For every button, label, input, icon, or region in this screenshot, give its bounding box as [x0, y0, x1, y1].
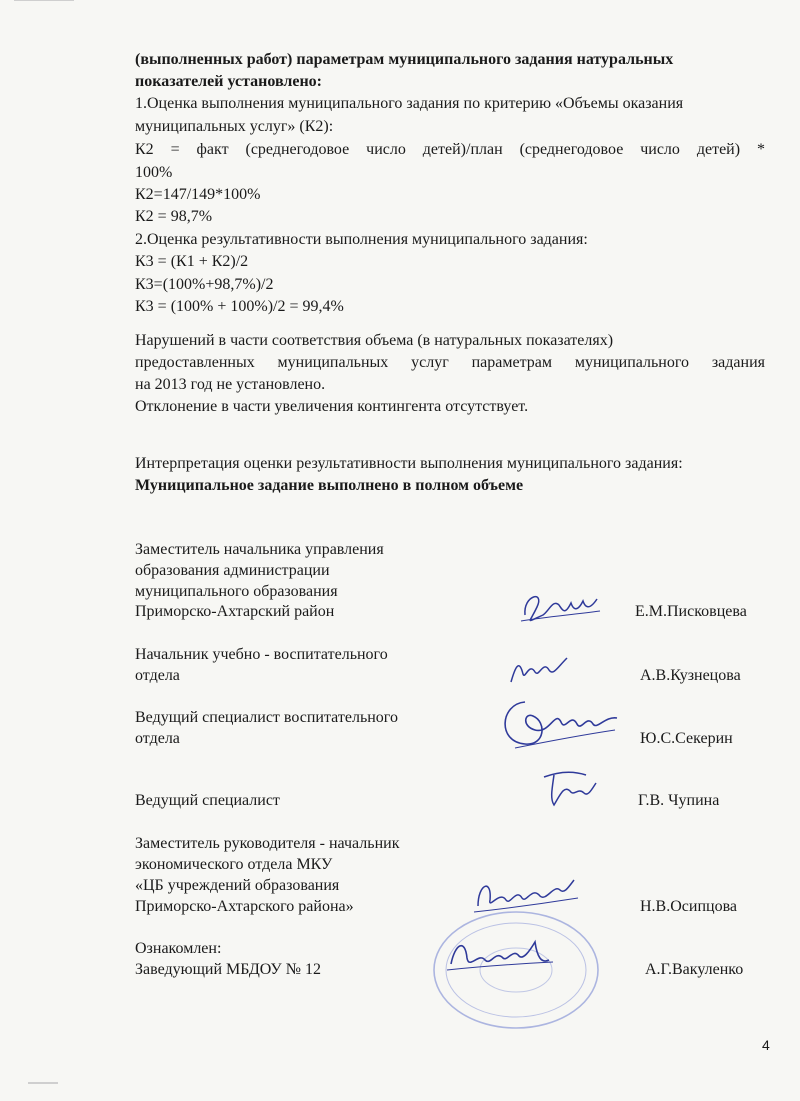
signatory-position: муниципального образования — [135, 583, 338, 600]
scan-artifact — [14, 0, 74, 1]
violation-text: Нарушений в части соответствия объема (в натуральных показателях) — [135, 332, 614, 349]
k3-result: К3 = (100% + 100%)/2 = 99,4% — [135, 298, 344, 315]
signatory-position: образования администрации — [135, 562, 330, 579]
k3-formula: К3 = (К1 + К2)/2 — [135, 253, 249, 270]
formula-k2: 100% — [135, 164, 173, 181]
signature-icon — [540, 765, 600, 810]
item-1-text: 1.Оценка выполнения муниципального задания по критерию «Объемы оказания — [135, 95, 684, 112]
signatory-position: Приморско-Ахтарского района» — [135, 898, 354, 915]
formula-k2: К2 = факт (среднегодовое число детей)/план (среднегодовое число детей) * — [135, 141, 765, 158]
signatory-name: Г.В. Чупина — [638, 792, 720, 809]
signatory-position: отдела — [135, 667, 180, 684]
signature-icon — [445, 930, 555, 980]
signatory-position: Заместитель руководителя - начальник — [135, 835, 400, 852]
signatory-name: Е.М.Писковцева — [635, 603, 747, 620]
acknowledgement-position: Заведующий МБДОУ № 12 — [135, 961, 321, 978]
signatory-position: Ведущий специалист — [135, 792, 280, 809]
k2-result: К2 = 98,7% — [135, 208, 213, 225]
header-line: показателей установлено: — [135, 73, 323, 90]
page-number: 4 — [762, 1037, 770, 1053]
k3-calculation: К3=(100%+98,7%)/2 — [135, 276, 274, 293]
signatory-name: Ю.С.Секерин — [640, 730, 733, 747]
interpretation-label: Интерпретация оценки результативности выполнения муниципального задания: — [135, 455, 683, 472]
signatory-name: Н.В.Осипцова — [640, 898, 738, 915]
signatory-position: Приморско-Ахтарский район — [135, 603, 335, 620]
acknowledgement-label: Ознакомлен: — [135, 940, 222, 957]
signature-icon — [515, 585, 605, 630]
scan-artifact — [28, 1082, 58, 1084]
signatory-position: экономического отдела МКУ — [135, 856, 333, 873]
signatory-position: «ЦБ учреждений образования — [135, 877, 340, 894]
acknowledgement-name: А.Г.Вакуленко — [645, 961, 744, 978]
violation-text: предоставленных муниципальных услуг параметрам муниципального задания — [135, 354, 765, 371]
signatory-position: Ведущий специалист воспитательного — [135, 709, 398, 726]
interpretation-result: Муниципальное задание выполнено в полном объеме — [135, 477, 524, 494]
signatory-name: А.В.Кузнецова — [640, 667, 741, 684]
signatory-position: Заместитель начальника управления — [135, 541, 384, 558]
signature-icon — [495, 692, 625, 757]
item-2-text: 2.Оценка результативности выполнения муниципального задания: — [135, 231, 588, 248]
signature-icon — [505, 648, 575, 688]
violation-text: на 2013 год не установлено. — [135, 376, 326, 393]
k2-calculation: К2=147/149*100% — [135, 186, 261, 203]
header-line: (выполненных работ) параметрам муниципального задания натуральных — [135, 51, 674, 68]
signatory-position: отдела — [135, 730, 180, 747]
item-1-text: муниципальных услуг» (К2): — [135, 118, 334, 135]
deviation-text: Отклонение в части увеличения контингента отсутствует. — [135, 398, 529, 415]
signatory-position: Начальник учебно - воспитательного — [135, 646, 388, 663]
